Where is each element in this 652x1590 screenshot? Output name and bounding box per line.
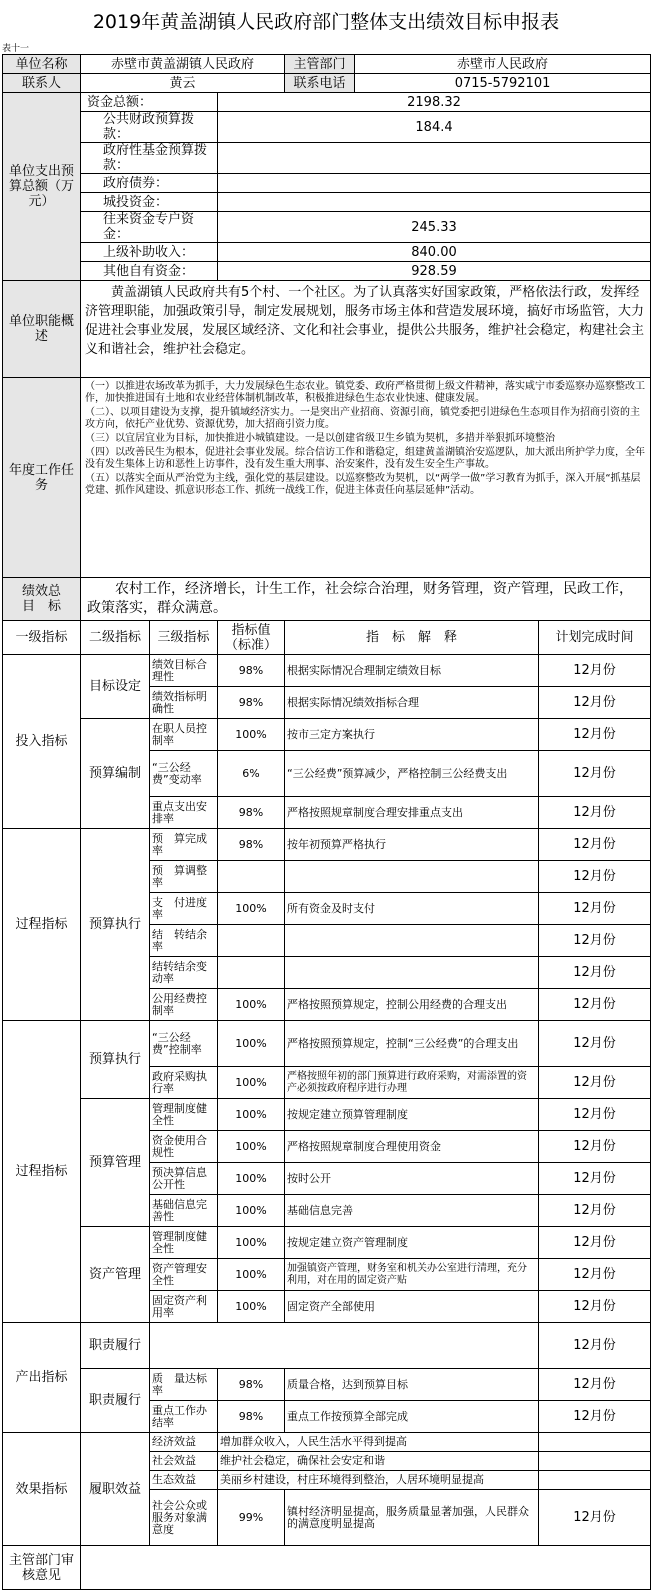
explain-cell: 严格按照年初的部门预算进行政府采购，对需添置的资产必须按政府程序进行办理 xyxy=(285,1067,539,1099)
l3-cell: 公用经费控制率 xyxy=(150,989,218,1021)
goals-label: 绩效总 目 标 xyxy=(3,578,81,621)
explain-cell: 按年初预算严格执行 xyxy=(285,829,539,861)
l3-cell: 预 算调整率 xyxy=(150,861,218,893)
time-cell: 12月份 xyxy=(539,1259,651,1291)
budget-row-value: 928.59 xyxy=(218,262,651,281)
explain-cell: 按规定建立资产管理制度 xyxy=(285,1227,539,1259)
time-cell: 12月份 xyxy=(539,1227,651,1259)
l3-cell: 支 付进度率 xyxy=(150,893,218,925)
time-cell: 12月份 xyxy=(539,797,651,829)
task-item: （二）、以项目建设为支撑，提升镇域经济实力。一是突出产业招商、资源引商，镇党委把引进绿色生态项目作为招商引资的主攻方向，依托产业优势、资源优势，加大招商引资力度。 xyxy=(85,407,640,430)
budget-row-label: 上级补助收入： xyxy=(81,243,218,262)
table-tag: 表十一 xyxy=(2,44,30,54)
l2-cell: 资产管理 xyxy=(81,1227,150,1323)
explain-cell: 严格按照预算规定，控制公用经费的合理支出 xyxy=(285,989,539,1021)
phone-value: 0715-5792101 xyxy=(355,74,651,93)
l3-cell: 政府采购执行率 xyxy=(150,1067,218,1099)
value-cell: 98% xyxy=(218,1401,285,1433)
explain-cell: 维护社会稳定，确保社会安定和谐 xyxy=(218,1452,539,1471)
time-cell xyxy=(539,1433,651,1452)
l2-cell: 预算执行 xyxy=(81,1021,150,1099)
phone-label: 联系电话 xyxy=(285,74,355,93)
l1-cell: 过程指标 xyxy=(3,1021,81,1323)
explain-cell: 增加群众收入，人民生活水平得到提高 xyxy=(218,1433,539,1452)
l1-cell: 投入指标 xyxy=(3,655,81,829)
budget-row-value: 840.00 xyxy=(218,243,651,262)
review-label: 主管部门审核意见 xyxy=(3,1546,81,1590)
l3-cell: 质 量达标率 xyxy=(150,1369,218,1401)
l3-cell: “三公经费”控制率 xyxy=(150,1021,218,1067)
l3-cell: 结 转结余率 xyxy=(150,925,218,957)
budget-row-label: 往来资金专户资金： xyxy=(81,212,218,243)
task-item: （三）以宜居宜业为目标，加快推进小城镇建设。一是以创建省级卫生乡镇为契机，多措并举狠抓环境整治 xyxy=(85,433,555,444)
l3-cell: 绩效指标明确性 xyxy=(150,687,218,719)
time-cell: 12月份 xyxy=(539,957,651,989)
col-header: 二级指标 xyxy=(81,621,150,655)
l1-cell: 过程指标 xyxy=(3,829,81,1021)
l3-cell: 管理制度健全性 xyxy=(150,1227,218,1259)
budget-row-value xyxy=(218,193,651,212)
task-item: （一）以推进农场改革为抓手，大力发展绿色生态农业。镇党委、政府严格贯彻上级文件精神，落实咸宁市委巡察办巡察整改工作，加快推进国有土地和农业经营体制机制改革，积极推进绿色生态农业快速、健康发展。 xyxy=(85,381,645,404)
value-cell: 100% xyxy=(218,1291,285,1323)
budget-row-label: 资金总额： xyxy=(81,93,218,112)
unit-name-label: 单位名称 xyxy=(3,55,81,74)
l3-cell: 固定资产利用率 xyxy=(150,1291,218,1323)
l3-cell: 重点支出安排率 xyxy=(150,797,218,829)
l2-cell: 目标设定 xyxy=(81,655,150,719)
task-item: （五）以落实全面从严治党为主线，强化党的基层建设。以巡察整改为契机，以“两学一做”学习教育为抓手，深入开展“抓基层党建、抓作风建设、抓意识形态工作、抓统一战线工作，促进主体责任向基层延伸”活动。 xyxy=(85,473,641,496)
value-cell: 100% xyxy=(218,719,285,751)
budget-row-value: 245.33 xyxy=(218,212,651,243)
explain-cell: 严格按照规章制度合理使用资金 xyxy=(285,1131,539,1163)
budget-row-value: 2198.32 xyxy=(218,93,651,112)
l1-cell: 产出指标 xyxy=(3,1323,81,1433)
value-cell: 98% xyxy=(218,829,285,861)
value-cell: 98% xyxy=(218,687,285,719)
l3-cell: 在职人员控制率 xyxy=(150,719,218,751)
value-cell: 100% xyxy=(218,1099,285,1131)
value-cell: 100% xyxy=(218,893,285,925)
time-cell: 12月份 xyxy=(539,1291,651,1323)
l1-cell: 效果指标 xyxy=(3,1433,81,1546)
performance-form xyxy=(2,54,651,1590)
explain-cell: 重点工作按预算全部完成 xyxy=(285,1401,539,1433)
value-cell: 98% xyxy=(218,797,285,829)
contact-label: 联系人 xyxy=(3,74,81,93)
explain-cell: 按市三定方案执行 xyxy=(285,719,539,751)
explain-cell: 镇村经济明显提高，服务质量显著加强，人民群众的满意度明显提高 xyxy=(285,1490,539,1546)
explain-cell: 根据实际情况合理制定绩效目标 xyxy=(285,655,539,687)
l3-cell: 基础信息完善性 xyxy=(150,1195,218,1227)
tasks-list xyxy=(81,378,651,578)
explain-cell: 质量合格，达到预算目标 xyxy=(285,1369,539,1401)
value-cell: 100% xyxy=(218,1163,285,1195)
time-cell xyxy=(539,1471,651,1490)
l3-cell: 社会公众或服务对象满意度 xyxy=(150,1490,218,1546)
time-cell: 12月份 xyxy=(539,1195,651,1227)
goals-text: 农村工作，经济增长，计生工作，社会综合治理，财务管理，资产管理，民政工作，政策落实，群众满意。 xyxy=(81,578,651,621)
explain-cell: 加强镇资产管理，财务室和机关办公室进行清理，充分利用，对在用的固定资产贴 xyxy=(285,1259,539,1291)
time-cell: 12月份 xyxy=(539,1163,651,1195)
time-cell: 12月份 xyxy=(539,861,651,893)
l2-cell: 预算编制 xyxy=(81,719,150,829)
l2-cell: 预算执行 xyxy=(81,829,150,1021)
task-item: （四）以改善民生为根本，促进社会事业发展。综合信访工作和谐稳定，组建黄盖湖镇治安巡逻队，加大派出所护学力度，全年没有发生集体上访和恶性上访事件，没有发生重大刑事、治安案件，没有发生安全生产事故。 xyxy=(85,447,645,470)
l2-cell: 职责履行 xyxy=(81,1323,150,1369)
time-cell xyxy=(539,1452,651,1471)
value-cell: 100% xyxy=(218,1021,285,1067)
unit-name-value: 赤壁市黄盖湖镇人民政府 xyxy=(81,55,285,74)
explain-cell: 按规定建立预算管理制度 xyxy=(285,1099,539,1131)
col-header: 三级指标 xyxy=(150,621,218,655)
budget-row-label: 公共财政预算拨款： xyxy=(81,112,218,143)
explain-cell: 所有资金及时支付 xyxy=(285,893,539,925)
time-cell: 12月份 xyxy=(539,1021,651,1067)
l3-cell: “三公经费”变动率 xyxy=(150,751,218,797)
time-cell: 12月份 xyxy=(539,1131,651,1163)
function-text: 黄盖湖镇人民政府共有5个村、一个社区。为了认真落实好国家政策，严格依法行政，发挥经济管理职能，加强政策引导，制定发展规划，服务市场主体和营造发展环境，搞好市场监管，大力促进社会事业发展，发展区域经济、文化和社会事业，提供公共服务，维护社会稳定，构建社会主义和谐社会，维护社会稳定。 xyxy=(81,281,651,378)
explain-cell xyxy=(285,957,539,989)
l3-cell: 社会效益 xyxy=(150,1452,218,1471)
col-header: 指 标 解 释 xyxy=(285,621,539,655)
time-cell: 12月份 xyxy=(539,687,651,719)
l3-cell: 预决算信息公开性 xyxy=(150,1163,218,1195)
budget-row-value: 184.4 xyxy=(218,112,651,143)
contact-value: 黄云 xyxy=(81,74,285,93)
time-cell: 12月份 xyxy=(539,751,651,797)
l3-cell: 预 算完成率 xyxy=(150,829,218,861)
l2-cell: 履职效益 xyxy=(81,1433,150,1546)
value-cell: 100% xyxy=(218,1227,285,1259)
time-cell: 12月份 xyxy=(539,719,651,751)
col-header: 一级指标 xyxy=(3,621,81,655)
explain-cell: 根据实际情况绩效指标合理 xyxy=(285,687,539,719)
function-label: 单位职能概 述 xyxy=(3,281,81,378)
l3-cell: 结转结余变动率 xyxy=(150,957,218,989)
time-cell: 12月份 xyxy=(539,655,651,687)
value-cell: 98% xyxy=(218,1369,285,1401)
time-cell: 12月份 xyxy=(539,989,651,1021)
value-cell xyxy=(218,925,285,957)
empty-cell xyxy=(150,1323,539,1369)
time-cell: 12月份 xyxy=(539,1401,651,1433)
time-cell: 12月份 xyxy=(539,1323,651,1369)
tasks-label: 年度工作任 务 xyxy=(3,378,81,578)
l3-cell: 重点工作办结率 xyxy=(150,1401,218,1433)
time-cell: 12月份 xyxy=(539,1490,651,1546)
value-cell: 100% xyxy=(218,1259,285,1291)
explain-cell xyxy=(285,925,539,957)
value-cell: 100% xyxy=(218,989,285,1021)
l3-cell: 绩效目标合理性 xyxy=(150,655,218,687)
value-cell xyxy=(218,957,285,989)
dept-label: 主管部门 xyxy=(285,55,355,74)
explain-cell: 严格按照预算规定，控制“三公经费”的合理支出 xyxy=(285,1021,539,1067)
l2-cell: 职责履行 xyxy=(81,1369,150,1433)
review-value[interactable] xyxy=(81,1546,651,1590)
time-cell: 12月份 xyxy=(539,1099,651,1131)
budget-row-label: 其他自有资金： xyxy=(81,262,218,281)
value-cell: 100% xyxy=(218,1131,285,1163)
col-header: 指标值（标准） xyxy=(218,621,285,655)
l3-cell: 资产管理安全性 xyxy=(150,1259,218,1291)
l3-cell: 生态效益 xyxy=(150,1471,218,1490)
value-cell: 98% xyxy=(218,655,285,687)
time-cell: 12月份 xyxy=(539,925,651,957)
page-title: 2019年黄盖湖镇人民政府部门整体支出绩效目标申报表 xyxy=(92,11,560,33)
value-cell: 100% xyxy=(218,1195,285,1227)
explain-cell: “三公经费”预算减少，严格控制三公经费支出 xyxy=(285,751,539,797)
explain-cell: 基础信息完善 xyxy=(285,1195,539,1227)
l3-cell: 资金使用合规性 xyxy=(150,1131,218,1163)
l2-cell: 预算管理 xyxy=(81,1099,150,1227)
explain-cell: 固定资产全部使用 xyxy=(285,1291,539,1323)
explain-cell: 按时公开 xyxy=(285,1163,539,1195)
dept-value: 赤壁市人民政府 xyxy=(355,55,651,74)
budget-row-value xyxy=(218,143,651,174)
budget-row-label: 政府债券： xyxy=(81,174,218,193)
value-cell: 100% xyxy=(218,1067,285,1099)
l3-cell: 经济效益 xyxy=(150,1433,218,1452)
time-cell: 12月份 xyxy=(539,829,651,861)
l3-cell: 管理制度健全性 xyxy=(150,1099,218,1131)
col-header: 计划完成时间 xyxy=(539,621,651,655)
budget-row-label: 城投资金： xyxy=(81,193,218,212)
time-cell: 12月份 xyxy=(539,893,651,925)
budget-row-value xyxy=(218,174,651,193)
explain-cell xyxy=(285,861,539,893)
explain-cell: 严格按照规章制度合理安排重点支出 xyxy=(285,797,539,829)
explain-cell: 美丽乡村建设，村庄环境得到整治，人居环境明显提高 xyxy=(218,1471,539,1490)
value-cell: 6% xyxy=(218,751,285,797)
value-cell: 99% xyxy=(218,1490,285,1546)
budget-label: 单位支出预算总额（万元） xyxy=(3,93,81,281)
time-cell: 12月份 xyxy=(539,1369,651,1401)
value-cell xyxy=(218,861,285,893)
budget-row-label: 政府性基金预算拨款： xyxy=(81,143,218,174)
time-cell: 12月份 xyxy=(539,1067,651,1099)
